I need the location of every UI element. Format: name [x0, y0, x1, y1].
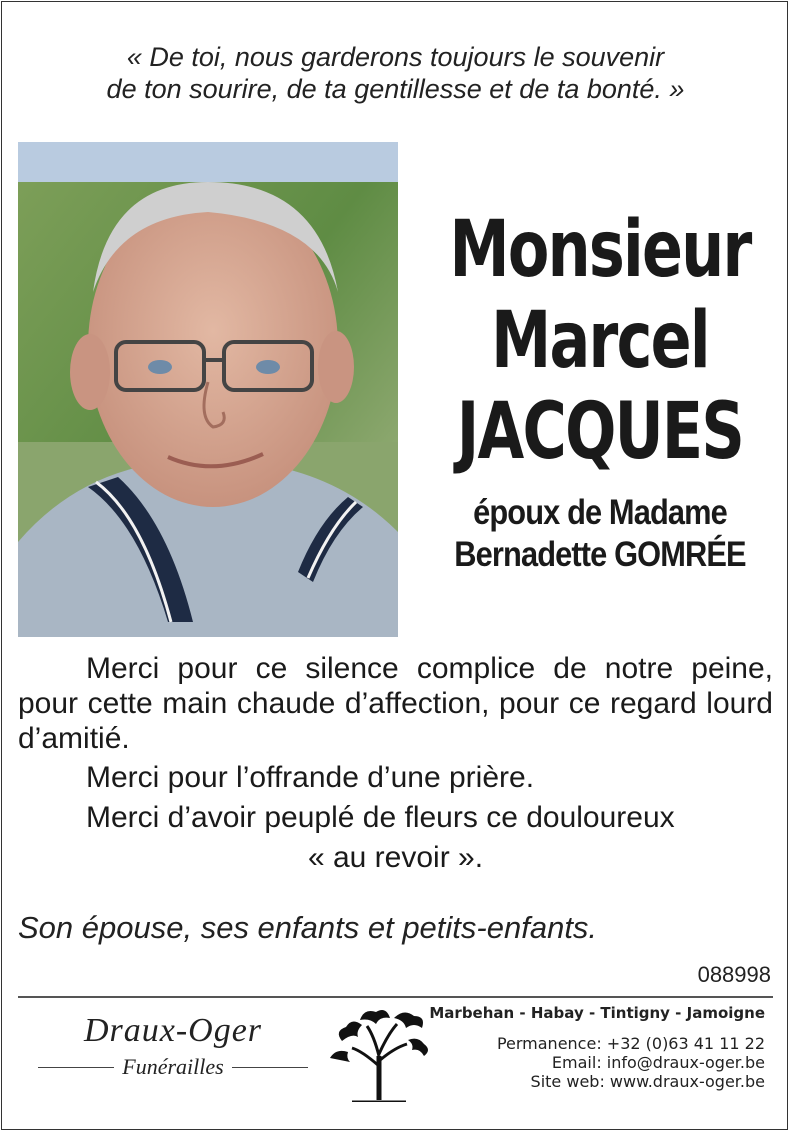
funeral-home-subtitle-row: [38, 1054, 308, 1080]
first-name: Marcel: [491, 296, 709, 386]
email: Email: info@draux-oger.be: [551, 1053, 765, 1072]
spouse-line-1: époux de Madame: [473, 493, 727, 532]
funeral-home-subtitle: Funérailles: [122, 1054, 224, 1079]
deceased-name: [415, 205, 785, 478]
message-paragraph-3: Merci d’avoir peuplé de fleurs ce douloureux: [86, 801, 675, 835]
funeral-home-logo: [38, 1012, 308, 1080]
subtitle-rule-right: [232, 1067, 308, 1068]
name-title: Monsieur: [449, 205, 751, 295]
spouse-line-2: Bernadette GOMRÉE: [454, 535, 746, 574]
portrait-photo: [18, 142, 398, 637]
quote-line-1: « De toi, nous garderons toujours le souvenir: [126, 42, 665, 72]
funeral-home-name: Draux-Oger: [83, 1012, 263, 1049]
divider: [18, 996, 773, 998]
message-paragraph-2: Merci pour l’offrande d’une prière.: [86, 761, 535, 795]
reference-number: 088998: [697, 962, 771, 987]
portrait-illustration: [18, 142, 398, 637]
locations: Marbehan - Habay - Tintigny - Jamoigne: [429, 1004, 765, 1022]
spouse-info: [437, 492, 763, 576]
phone: Permanence: +32 (0)63 41 11 22: [496, 1034, 765, 1053]
message-paragraph-1: Merci pour ce silence complice de notre peine, pour cette main chaude d’affection, pour ce regard lourd d’amitié.: [18, 652, 773, 755]
message-paragraph-4: « au revoir ».: [307, 840, 484, 874]
funeral-home-contact: [429, 1004, 765, 1091]
epitaph-quote: [0, 42, 791, 106]
quote-line-2: de ton sourire, de ta gentillesse et de ta bonté. »: [106, 73, 685, 104]
subtitle-rule-left: [38, 1067, 114, 1068]
thank-you-message: [18, 652, 773, 876]
last-name: JACQUES: [456, 387, 744, 477]
website: Site web: www.draux-oger.be: [530, 1072, 765, 1091]
family-signature: Son épouse, ses enfants et petits-enfants.: [18, 910, 598, 945]
tree-icon: [322, 1006, 437, 1102]
